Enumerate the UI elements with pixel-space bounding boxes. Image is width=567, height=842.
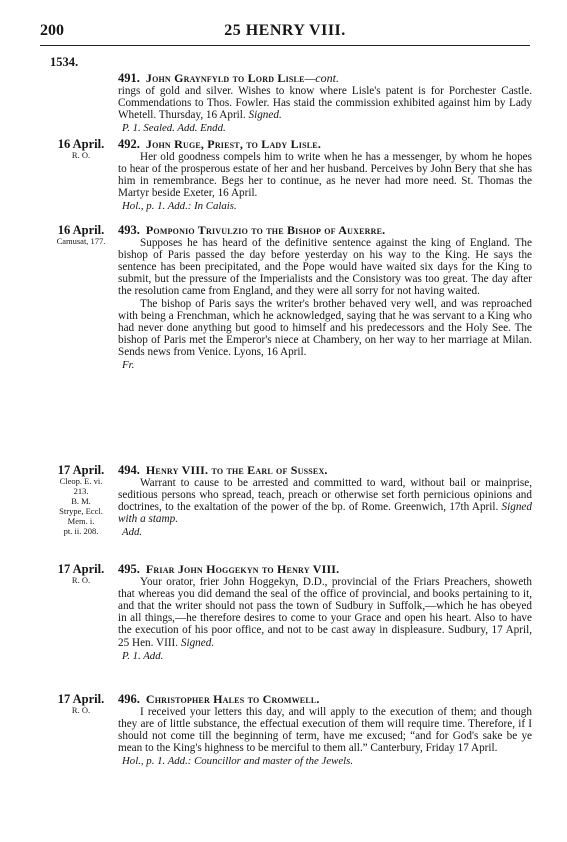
entry-title: Pomponio Trivulzio to the Bishop of Auxerre.: [145, 223, 386, 237]
entry-margin: [42, 693, 120, 715]
entry-heading: [118, 693, 532, 705]
margin-source-line: B. M.: [71, 496, 91, 506]
entry-body: [118, 224, 532, 371]
entry-heading: [118, 138, 532, 150]
signed-label: Signed.: [248, 109, 282, 122]
entry-margin: [42, 224, 120, 246]
entry-paragraph: Supposes he has heard of the definitive sentence against the king of England. The bishop of Paris passed the day before yesterday on his way to the King. He says the sentence has been precipitated, and the Pope would have waited six days for the King to submit, but the pressure of the Imperialists and the Consistory was too great. The day after the resolution came from England, and they were all sorry for not having waited.: [118, 237, 532, 298]
margin-source-line: pt. ii. 208.: [63, 526, 99, 536]
entry-title: Henry VIII. to the Earl of Sussex.: [145, 463, 328, 477]
entry-heading: [118, 563, 532, 575]
entry-title: John Graynfyld to Lord Lisle: [145, 71, 305, 85]
margin-date: 17 April.: [57, 562, 105, 576]
entry-title-suffix: —cont.: [304, 71, 339, 85]
entry-margin: [42, 464, 120, 536]
margin-source: R. O.: [71, 150, 91, 160]
entry-body: [118, 693, 532, 768]
entry-paragraph: Your orator, frier John Hoggekyn, D.D., provincial of the Friars Preachers, showeth that whereas you did demand the seal of the office of provincial, and books pertaining to it, and that the writer should not pass the town of Sudbury in Suffolk,—which he has obeyed in all things,—he therefore desires to come to your Grace and open his heart. Also to have the execution of his poor office, and not to be cast away in displeasure. Sudbury, 17 April, 25 Hen. VIII. Signed.: [118, 576, 532, 649]
entry-margin: [42, 138, 120, 160]
page-header: [40, 22, 530, 44]
entry-title: John Ruge, Priest, to Lady Lisle.: [145, 137, 322, 151]
entry-margin: [42, 563, 120, 585]
entry-body: [118, 464, 532, 539]
header-rule: [40, 45, 530, 46]
entry-number: 491.: [118, 71, 140, 85]
entry-paragraph: Warrant to cause to be arrested and committed to ward, without bail or mainprise, seditious persons who spread, teach, preach or otherwise set forth pernicious opinions and doctrines, to the exaltation of the power of the bp. of Rome. Greenwich, 17th April. Signed with a stamp.: [118, 477, 532, 526]
entry-note: Hol., p. 1. Add.: In Calais.: [122, 200, 237, 213]
margin-source-line: 213.: [73, 486, 89, 496]
signed-label: Signed.: [180, 636, 215, 649]
margin-date: 16 April.: [57, 223, 105, 237]
margin-source: R. O.: [71, 705, 91, 715]
entry-body: [118, 563, 532, 662]
entry-note: P. 1. Sealed. Add. Endd.: [122, 122, 226, 135]
page-number: 200: [40, 22, 64, 39]
entry-note: Add.: [122, 526, 143, 539]
margin-date: 17 April.: [57, 692, 105, 706]
margin-source-line: Cleop. E. vi.: [59, 476, 103, 486]
entry-paragraph: I received your letters this day, and will apply to the execution of them; and though they are of little substance, the effectual execution of them will require time. Therefore, if I should not come till the beginning of term, have me excused; “and for God's sake be ye mean to the King's highness to be merciful to them all.” Canterbury, Friday 17 April.: [118, 706, 532, 755]
entry-number: 495.: [118, 562, 140, 576]
entry-paragraph: rings of gold and silver. Wishes to know where Lisle's patent is for Porchester Castle. Commendations to Thos. Fowler. Has staid the commission exhibited against him by Lady Whetell. Thursday, 16 April. Signed.: [118, 85, 532, 122]
entry-number: 493.: [118, 223, 140, 237]
entry-number: 494.: [118, 463, 140, 477]
year-label: 1534.: [50, 55, 79, 69]
entry-body: [118, 72, 532, 134]
running-head: 25 HENRY VIII.: [224, 22, 346, 39]
entry-paragraph: Her old goodness compels him to write when he has a messenger, by whom he hopes to hear of the prosperous estate of her and her husband. Perceives by John Bery that she has him in remembrance. Begs her to continue, as he never had more need. St. Thomas the Martyr beside Exeter, 16 April.: [118, 151, 532, 200]
entry-heading: [118, 72, 532, 84]
entry-heading: [118, 224, 532, 236]
margin-date: 17 April.: [57, 463, 105, 477]
entry-title: Friar John Hoggekyn to Henry VIII.: [145, 562, 340, 576]
margin-source: Camusat, 177.: [56, 236, 106, 246]
signed-label: Signed with a stamp.: [118, 501, 532, 526]
entry-body: [118, 138, 532, 213]
entry-note: Hol., p. 1. Add.: Councillor and master of the Jewels.: [122, 755, 354, 768]
entry-paragraph: The bishop of Paris says the writer's brother behaved very well, and was reproached with being a Frenchman, which he acknowledged, saying that he was servant to a King who had never done anything but good to himself and his predecessors and the Holy See. The bishop of Paris met the Emperor's niece at Chambery, on her way to her marriage at Milan. Sends news from Venice. Lyons, 16 April.: [118, 297, 532, 358]
margin-source-line: Strype, Eccl.: [59, 506, 103, 516]
entry-note: Fr.: [122, 359, 135, 372]
margin-date: 16 April.: [57, 137, 105, 151]
entry-number: 496.: [118, 692, 140, 706]
entry-heading: [118, 464, 532, 476]
margin-source: R. O.: [71, 575, 91, 585]
entry-note: P. 1. Add.: [122, 649, 164, 662]
margin-source-line: Mem. i.: [67, 516, 95, 526]
entry-number: 492.: [118, 137, 140, 151]
entry-title: Christopher Hales to Cromwell.: [145, 692, 320, 706]
